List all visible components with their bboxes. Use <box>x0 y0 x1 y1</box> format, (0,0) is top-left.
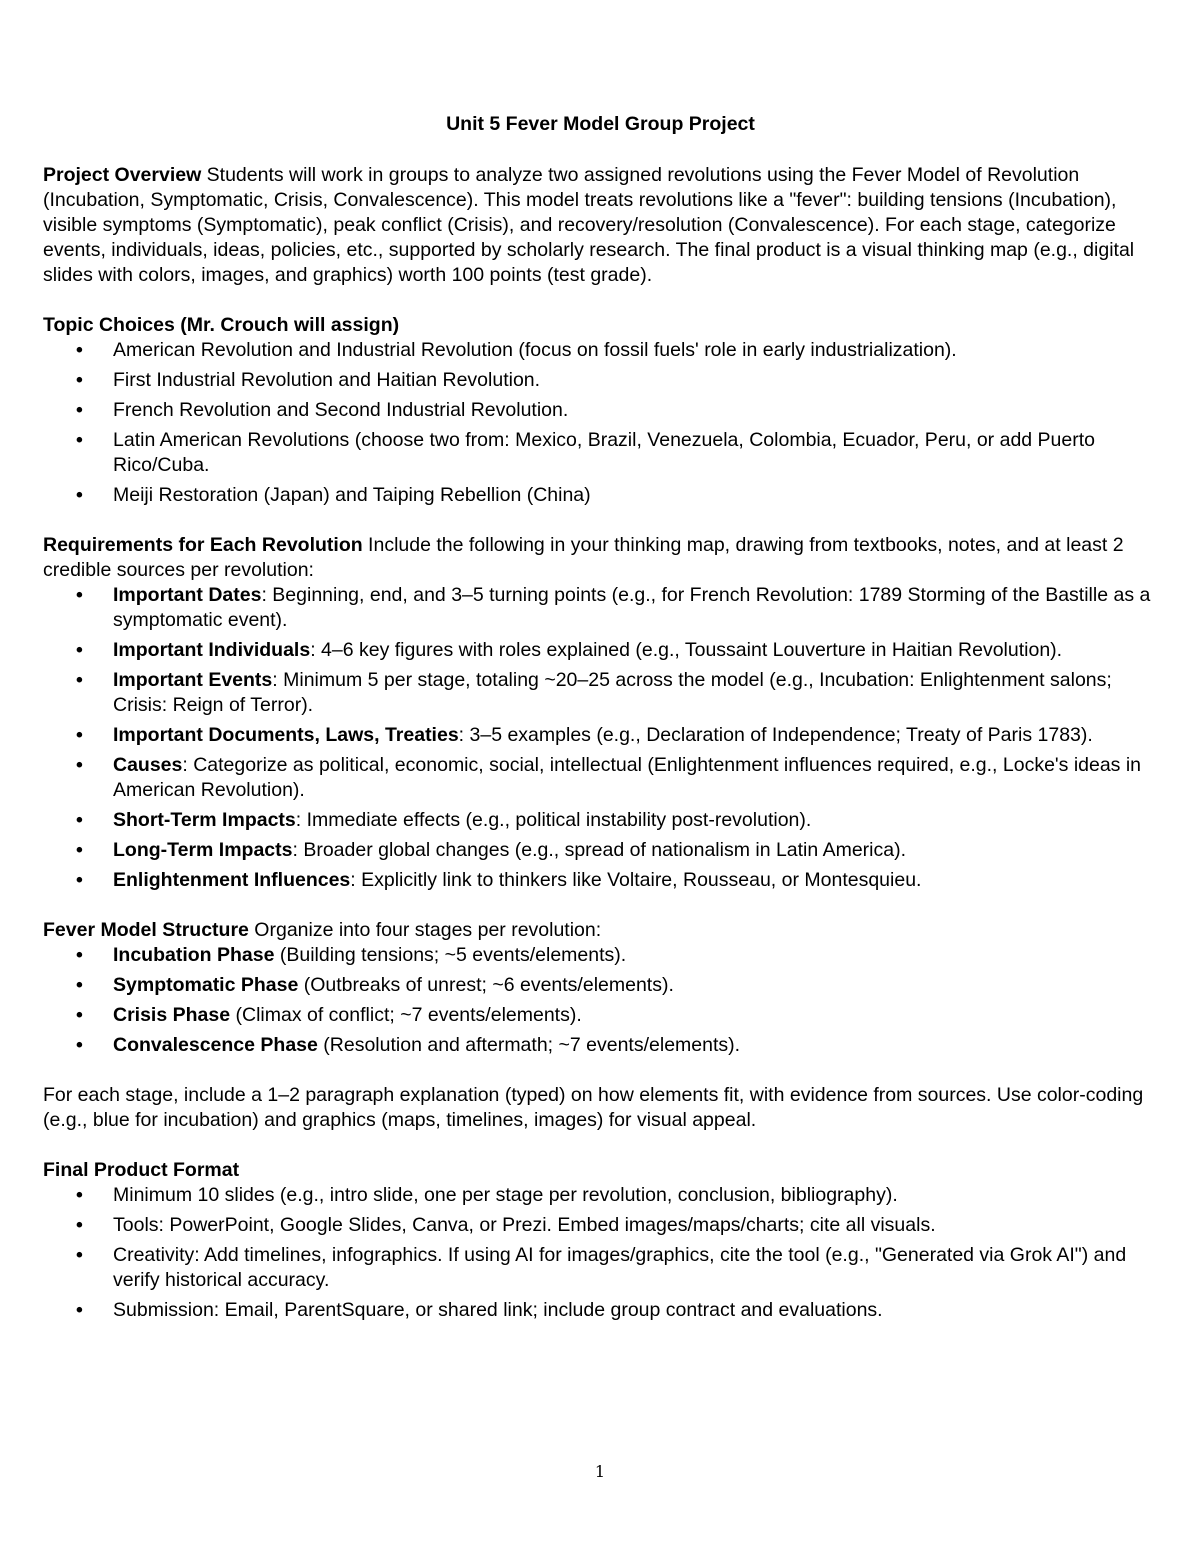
list-item: • Important Individuals: 4–6 key figures with roles explained (e.g., Toussaint Louverture in Haitian Revolution). <box>76 639 1063 661</box>
list-item: • Long-Term Impacts: Broader global changes (e.g., spread of nationalism in Latin America). <box>76 839 907 861</box>
requirement-term: Causes <box>113 754 183 776</box>
list-item: • Minimum 10 slides (e.g., intro slide, one per stage per revolution, conclusion, bibliography). <box>76 1184 898 1206</box>
structure-list <box>43 943 1158 1058</box>
list-item: • Causes: Categorize as political, economic, social, intellectual (Enlightenment influences required, e.g., Locke's ideas in American Revolution). <box>76 754 1142 801</box>
structure-text: Organize into four stages per revolution: <box>248 919 602 941</box>
structure-heading: Fever Model Structure <box>43 919 249 941</box>
bullet-icon: • <box>76 584 83 606</box>
requirements-text: Include the following in your thinking map, drawing from textbooks, notes, and at least 2 credible sources per revolution: <box>43 534 1124 581</box>
bullet-icon: • <box>76 1214 83 1236</box>
phase-term: Symptomatic Phase <box>113 974 299 996</box>
bullet-icon: • <box>76 1004 83 1026</box>
phase-term: Incubation Phase <box>113 944 275 966</box>
list-item: • Meiji Restoration (Japan) and Taiping Rebellion (China) <box>76 484 591 506</box>
requirement-term: Important Dates <box>113 584 262 606</box>
requirements-paragraph <box>43 533 1158 583</box>
requirement-term: Long-Term Impacts <box>113 839 293 861</box>
overview-heading: Project Overview <box>43 164 202 186</box>
requirements-list <box>43 583 1158 893</box>
bullet-icon: • <box>76 399 83 421</box>
list-item: • Latin American Revolutions (choose two from: Mexico, Brazil, Venezuela, Colombia, Ecuador, Peru, or add Puerto Rico/Cuba. <box>76 429 1095 476</box>
list-item: • Tools: PowerPoint, Google Slides, Canva, or Prezi. Embed images/maps/charts; cite all visuals. <box>76 1214 936 1236</box>
bullet-icon: • <box>76 669 83 691</box>
list-item: • Symptomatic Phase (Outbreaks of unrest; ~6 events/elements). <box>76 974 674 996</box>
overview-text: Students will work in groups to analyze two assigned revolutions using the Fever Model of Revolution (Incubation, Symptomatic, Crisis, Convalescence). This model treats revolutions like a "fever": building tensions (Incubation), visible symptoms (Symptomatic), peak conflict (Crisis), and recovery/resolution (Convalescence). For each stage, categorize events, individuals, ideas, policies, etc., supported by scholarly research. The final product is a visual thinking map (e.g., digital slides with colors, images, and graphics) worth 100 points (test grade). <box>43 164 1135 286</box>
phase-term: Crisis Phase <box>113 1004 231 1026</box>
bullet-icon: • <box>76 1184 83 1206</box>
requirement-term: Important Events <box>113 669 273 691</box>
structure-paragraph <box>43 918 1158 943</box>
list-item: • American Revolution and Industrial Revolution (focus on fossil fuels' role in early industrialization). <box>76 339 957 361</box>
bullet-icon: • <box>76 484 83 506</box>
list-item: • Enlightenment Influences: Explicitly link to thinkers like Voltaire, Rousseau, or Montesquieu. <box>76 869 922 891</box>
list-item: • Submission: Email, ParentSquare, or shared link; include group contract and evaluations. <box>76 1299 883 1321</box>
page-number: 1 <box>594 1462 606 1481</box>
list-item: • First Industrial Revolution and Haitian Revolution. <box>76 369 541 391</box>
bullet-icon: • <box>76 869 83 891</box>
bullet-icon: • <box>76 754 83 776</box>
list-item: • Crisis Phase (Climax of conflict; ~7 events/elements). <box>76 1004 582 1026</box>
list-item: • French Revolution and Second Industrial Revolution. <box>76 399 569 421</box>
bullet-icon: • <box>76 369 83 391</box>
list-item: • Convalescence Phase (Resolution and aftermath; ~7 events/elements). <box>76 1034 741 1056</box>
bullet-icon: • <box>76 1244 83 1266</box>
bullet-icon: • <box>76 1299 83 1321</box>
requirement-term: Enlightenment Influences <box>113 869 351 891</box>
requirement-term: Important Documents, Laws, Treaties <box>113 724 459 746</box>
bullet-icon: • <box>76 639 83 661</box>
bullet-icon: • <box>76 974 83 996</box>
overview-paragraph <box>43 163 1158 288</box>
bullet-icon: • <box>76 724 83 746</box>
list-item: • Important Events: Minimum 5 per stage, totaling ~20–25 across the model (e.g., Incubation: Enlightenment salons; Crisis: Reign of Terror). <box>76 669 1112 716</box>
document-title: Unit 5 Fever Model Group Project <box>446 113 755 135</box>
requirement-term: Important Individuals <box>113 639 311 661</box>
requirements-heading: Requirements for Each Revolution <box>43 534 363 556</box>
requirement-term: Short-Term Impacts <box>113 809 296 831</box>
bullet-icon: • <box>76 809 83 831</box>
bullet-icon: • <box>76 429 83 451</box>
phase-term: Convalescence Phase <box>113 1034 318 1056</box>
document-page <box>43 112 1158 1323</box>
bullet-icon: • <box>76 339 83 361</box>
list-item: • Creativity: Add timelines, infographics. If using AI for images/graphics, cite the tool (e.g., "Generated via Grok AI") and verify historical accuracy. <box>76 1244 1127 1291</box>
final-product-heading: Final Product Format <box>43 1159 240 1181</box>
final-product-list <box>43 1183 1158 1323</box>
list-item: • Incubation Phase (Building tensions; ~5 events/elements). <box>76 944 627 966</box>
topics-list <box>43 338 1158 508</box>
list-item: • Short-Term Impacts: Immediate effects (e.g., political instability post-revolution). <box>76 809 812 831</box>
bullet-icon: • <box>76 839 83 861</box>
bullet-icon: • <box>76 944 83 966</box>
stage-note-paragraph: For each stage, include a 1–2 paragraph explanation (typed) on how elements fit, with evidence from sources. Use color-coding (e.g., blue for incubation) and graphics (maps, timelines, images) for visual appeal. <box>43 1084 1144 1131</box>
topics-heading: Topic Choices (Mr. Crouch will assign) <box>43 314 400 336</box>
list-item: • Important Dates: Beginning, end, and 3–5 turning points (e.g., for French Revolution: 1789 Storming of the Bastille as a symptomatic event). <box>76 584 1151 631</box>
list-item: • Important Documents, Laws, Treaties: 3–5 examples (e.g., Declaration of Independence; Treaty of Paris 1783). <box>76 724 1093 746</box>
bullet-icon: • <box>76 1034 83 1056</box>
